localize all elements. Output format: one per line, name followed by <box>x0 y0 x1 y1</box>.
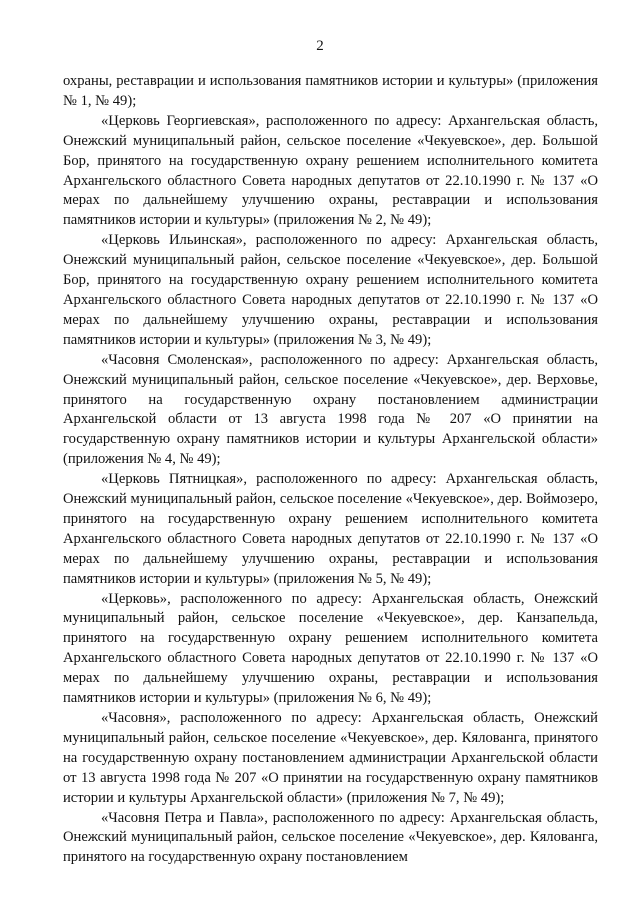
paragraph-chapel-kyalovanga: «Часовня», расположенного по адресу: Архангельская область, Онежский муниципальный район, сельское поселение «Чекуевское», дер. Кялованга, принятого на государственную охрану постановлением администрации Архангельской области от 13 августа 1998 года № 207 «О принятии на государственную охрану памятников истории и культуры Архангельской области» (приложения № 7, № 49); <box>63 710 598 806</box>
paragraph-church-ilinskaya: «Церковь Ильинская», расположенного по адресу: Архангельская область, Онежский муниципальный район, сельское поселение «Чекуевское», дер. Большой Бор, принятого на государственную охрану решением исполнительного комитета Архангельского областного Совета народных депутатов от 22.10.1990 г. № 137 «О мерах по дальнейшему улучшению охраны, реставрации и использования памятников истории и культуры» (приложения № 3, № 49); <box>63 232 598 348</box>
document-body <box>63 72 598 868</box>
paragraph-continuation: охраны, реставрации и использования памятников истории и культуры» (приложения № 1, № 49); <box>63 73 598 109</box>
paragraph-church-kanzapelda: «Церковь», расположенного по адресу: Архангельская область, Онежский муниципальный район, сельское поселение «Чекуевское», дер. Канзапельда, принятого на государственную охрану решением исполнительного комитета Архангельского областного Совета народных депутатов от 22.10.1990 г. № 137 «О мерах по дальнейшему улучшению охраны, реставрации и использования памятников истории и культуры» (приложения № 6, № 49); <box>63 590 598 707</box>
paragraph-church-pyatnitskaya: «Церковь Пятницкая», расположенного по адресу: Архангельская область, Онежский муниципальный район, сельское поселение «Чекуевское», дер. Воймозеро, принятого на государственную охрану решением исполнительного комитета Архангельского областного Совета народных депутатов от 22.10.1990 г. № 137 «О мерах по дальнейшему улучшению охраны, реставрации и использования памятников истории и культуры» (приложения № 5, № 49); <box>63 471 598 587</box>
paragraph-chapel-smolenskaya: «Часовня Смоленская», расположенного по адресу: Архангельская область, Онежский муниципальный район, сельское поселение «Чекуевское», дер. Верховье, принятого на государственную охрану постановлением администрации Архангельской области от 13 августа 1998 года № 207 «О принятии на государственную охрану памятников истории и культуры Архангельской области» (приложения № 4, № 49); <box>63 351 598 468</box>
paragraph-church-georgievskaya: «Церковь Георгиевская», расположенного по адресу: Архангельская область, Онежский муниципальный район, сельское поселение «Чекуевское», дер. Большой Бор, принятого на государственную охрану решением исполнительного комитета Архангельского областного Совета народных депутатов от 22.10.1990 г. № 137 «О мерах по дальнейшему улучшению охраны, реставрации и использования памятников истории и культуры» (приложения № 2, № 49); <box>63 112 598 229</box>
paragraph-chapel-petra-i-pavla: «Часовня Петра и Павла», расположенного по адресу: Архангельская область, Онежский муниципальный район, сельское поселение «Чекуевское», дер. Кялованга, принятого на государственную охрану постановлением <box>63 809 598 866</box>
page-number: 2 <box>316 38 324 54</box>
